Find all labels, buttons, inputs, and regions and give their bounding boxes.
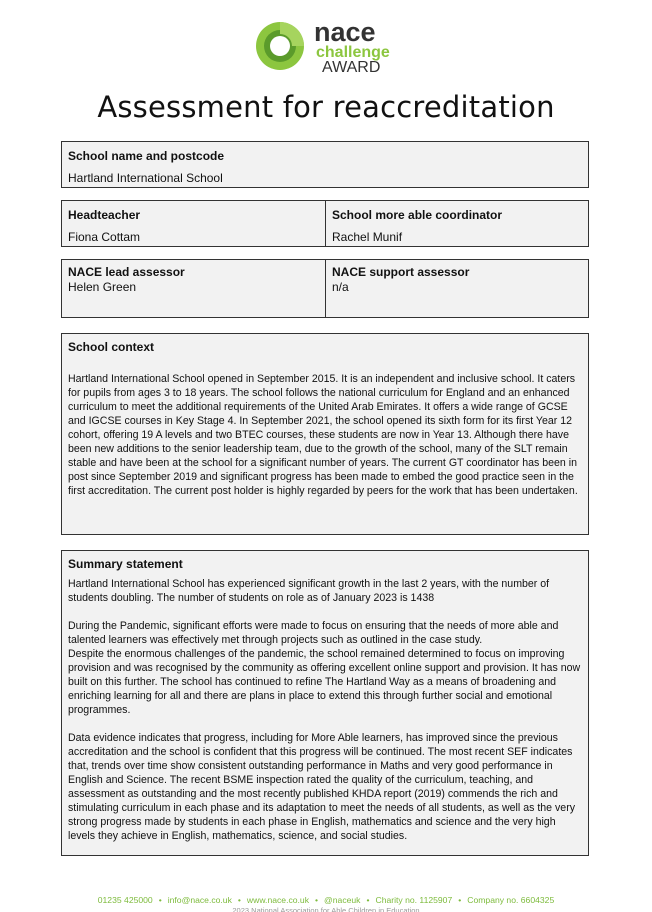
school-context-title: School context <box>68 340 155 354</box>
logo-text-award: AWARD <box>322 59 381 76</box>
summary-statement-box <box>61 550 589 856</box>
school-context-box <box>61 333 589 535</box>
footer-charity-number: Charity no. 1125907 <box>375 895 453 905</box>
footer-separator: • <box>315 895 319 905</box>
logo-text-nace: nace <box>314 17 376 47</box>
headteacher-label: Headteacher <box>68 208 141 222</box>
footer-company-number: Company no. 6604325 <box>467 895 555 905</box>
headteacher-coordinator-box <box>61 200 589 247</box>
nace-challenge-award-logo <box>248 14 402 77</box>
support-assessor-cell <box>326 260 588 317</box>
support-assessor-label: NACE support assessor <box>332 265 470 279</box>
coordinator-cell <box>326 201 588 246</box>
footer-contact <box>0 895 652 905</box>
footer-separator: • <box>237 895 241 905</box>
coordinator-label: School more able coordinator <box>332 208 503 222</box>
footer-separator: • <box>458 895 462 905</box>
summary-statement-title: Summary statement <box>68 557 183 571</box>
school-name-value: Hartland International School <box>68 171 223 185</box>
school-name-box <box>61 141 589 188</box>
footer-website[interactable]: www.nace.co.uk <box>246 895 310 905</box>
footer-email[interactable]: info@nace.co.uk <box>167 895 232 905</box>
headteacher-cell <box>62 201 326 246</box>
summary-paragraph-4: Data evidence indicates that progress, including for More Able learners, has improved since the previous accreditation and the school is confident that this progress will be continued. The most recent SEF indicates that, trends over time show consistent outstanding performance in Maths and very good performance in English and Science. The recent BSME inspection rated the quality of the curriculum, teaching, and assessment as outstanding and the most recently published KHDA report (2019) commends the rich and stimulating curriculum in each phase and its adaptation to meet the needs of all students, as well as the very strong progress made by students in each phase in English, mathematics and science and the very high levels they achieve in English, mathematics, science, and social studies. <box>68 732 576 842</box>
footer-copyright: 2023 National Association for Able Children in Education <box>232 906 420 912</box>
footer-separator: • <box>158 895 162 905</box>
assessors-box <box>61 259 589 318</box>
lead-assessor-cell <box>62 260 326 317</box>
summary-paragraph-1: Hartland International School has experienced significant growth in the last 2 years, with the number of students doubling. The number of students on role as of January 2023 is 1438 <box>68 578 550 604</box>
footer-separator: • <box>366 895 370 905</box>
headteacher-value: Fiona Cottam <box>68 230 141 244</box>
coordinator-value: Rachel Munif <box>332 230 403 244</box>
footer-social[interactable]: @naceuk <box>324 895 361 905</box>
logo-graphic <box>248 14 402 77</box>
summary-paragraph-3: Despite the enormous challenges of the pandemic, the school remained determined to focus on improving provision and was recognised by the community as offering excellent online support and provision. It has now built on this further. The school has continued to refine The Hartland Way as a means of broadening and enriching learning for all and there are plans in place to extend this through further social and emotional programmes. <box>68 648 581 716</box>
support-assessor-value: n/a <box>332 280 349 294</box>
school-context-paragraph: Hartland International School opened in September 2015. It is an independent and inclusive school. It caters for pupils from ages 3 to 18 years. The school follows the national curriculum for England and an enhanced curriculum to meet the additional requirements of the United Arab Emirates. It offers a wide range of GCSE and IGCSE courses in Key Stage 4. In September 2021, the school opened its sixth form for its first Year 12 cohort, offering 19 A levels and two BTEC courses, these students are now in Year 13. Although there have been new additions to the senior leadership team, due to the growth of the school, many of the SLT remain stable and have been at the school for a significant number of years. The current GT coordinator has been in post since September 2019 and significant progress has been made to embed the good practice seen in the first accreditation. The current post holder is highly regarded by peers for the work that has been undertaken. <box>68 373 578 497</box>
summary-paragraph-2: During the Pandemic, significant efforts were made to focus on ensuring that the needs of more able and talented learners was effectively met through projects such as outlined in the case study. <box>68 620 559 646</box>
lead-assessor-value: Helen Green <box>68 280 137 294</box>
page-title: Assessment for reaccreditation <box>97 90 555 124</box>
lead-assessor-label: NACE lead assessor <box>68 265 185 279</box>
logo-text-challenge: challenge <box>316 44 390 61</box>
footer-phone: 01235 425000 <box>97 895 153 905</box>
school-name-label: School name and postcode <box>68 149 225 163</box>
